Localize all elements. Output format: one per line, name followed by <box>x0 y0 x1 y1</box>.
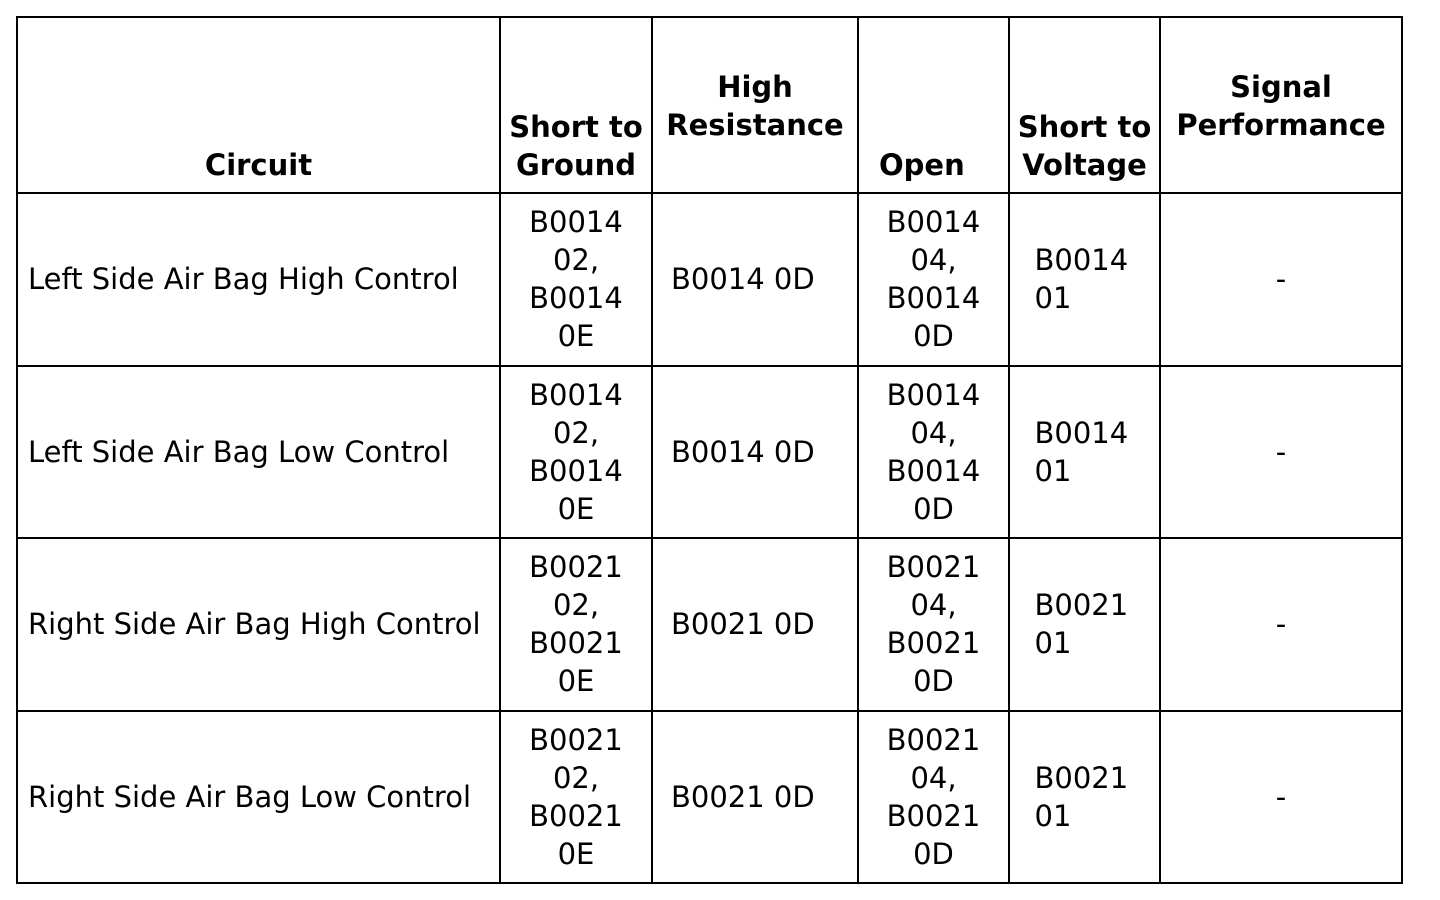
short-to-voltage-cell <box>1009 193 1160 366</box>
signal-performance-cell: - <box>1160 538 1402 711</box>
short-to-voltage-cell <box>1009 711 1160 884</box>
table-row <box>17 366 1402 539</box>
open-value: B0014 04, B0014 0D <box>886 205 981 354</box>
open-cell <box>858 366 1009 539</box>
short-to-ground-cell <box>500 711 652 884</box>
header-circuit: Circuit <box>17 17 500 193</box>
table-row <box>17 193 1402 366</box>
circuit-cell: Left Side Air Bag High Control <box>17 193 500 366</box>
header-open: Open <box>858 17 1009 193</box>
signal-performance-cell: - <box>1160 711 1402 884</box>
high-resistance-cell: B0014 0D <box>652 366 858 539</box>
header-signal-performance: Signal Performance <box>1160 17 1402 193</box>
high-resistance-cell: B0021 0D <box>652 538 858 711</box>
short-to-ground-value: B0021 02, B0021 0E <box>529 550 623 699</box>
dtc-table <box>16 16 1403 884</box>
short-to-ground-value: B0021 02, B0021 0E <box>529 722 623 871</box>
circuit-cell: Right Side Air Bag Low Control <box>17 711 500 884</box>
table-row <box>17 711 1402 884</box>
table-header-row <box>17 17 1402 193</box>
open-cell <box>858 711 1009 884</box>
short-to-voltage-value: B0014 01 <box>1034 243 1129 316</box>
signal-performance-cell: - <box>1160 193 1402 366</box>
short-to-ground-cell <box>500 538 652 711</box>
open-value: B0021 04, B0021 0D <box>886 550 981 699</box>
short-to-ground-cell <box>500 366 652 539</box>
high-resistance-cell: B0014 0D <box>652 193 858 366</box>
header-high-resistance: High Resistance <box>652 17 858 193</box>
short-to-voltage-value: B0014 01 <box>1034 415 1129 488</box>
table-row <box>17 538 1402 711</box>
short-to-voltage-cell <box>1009 366 1160 539</box>
signal-performance-cell: - <box>1160 366 1402 539</box>
circuit-cell: Left Side Air Bag Low Control <box>17 366 500 539</box>
open-value: B0021 04, B0021 0D <box>886 722 981 871</box>
open-cell <box>858 538 1009 711</box>
short-to-voltage-cell <box>1009 538 1160 711</box>
short-to-ground-value: B0014 02, B0014 0E <box>529 377 623 526</box>
high-resistance-cell: B0021 0D <box>652 711 858 884</box>
short-to-ground-cell <box>500 193 652 366</box>
header-short-to-voltage: Short to Voltage <box>1009 17 1160 193</box>
open-value: B0014 04, B0014 0D <box>886 377 981 526</box>
header-short-to-ground: Short to Ground <box>500 17 652 193</box>
open-cell <box>858 193 1009 366</box>
circuit-cell: Right Side Air Bag High Control <box>17 538 500 711</box>
short-to-ground-value: B0014 02, B0014 0E <box>529 205 623 354</box>
short-to-voltage-value: B0021 01 <box>1034 760 1129 833</box>
short-to-voltage-value: B0021 01 <box>1034 588 1129 661</box>
